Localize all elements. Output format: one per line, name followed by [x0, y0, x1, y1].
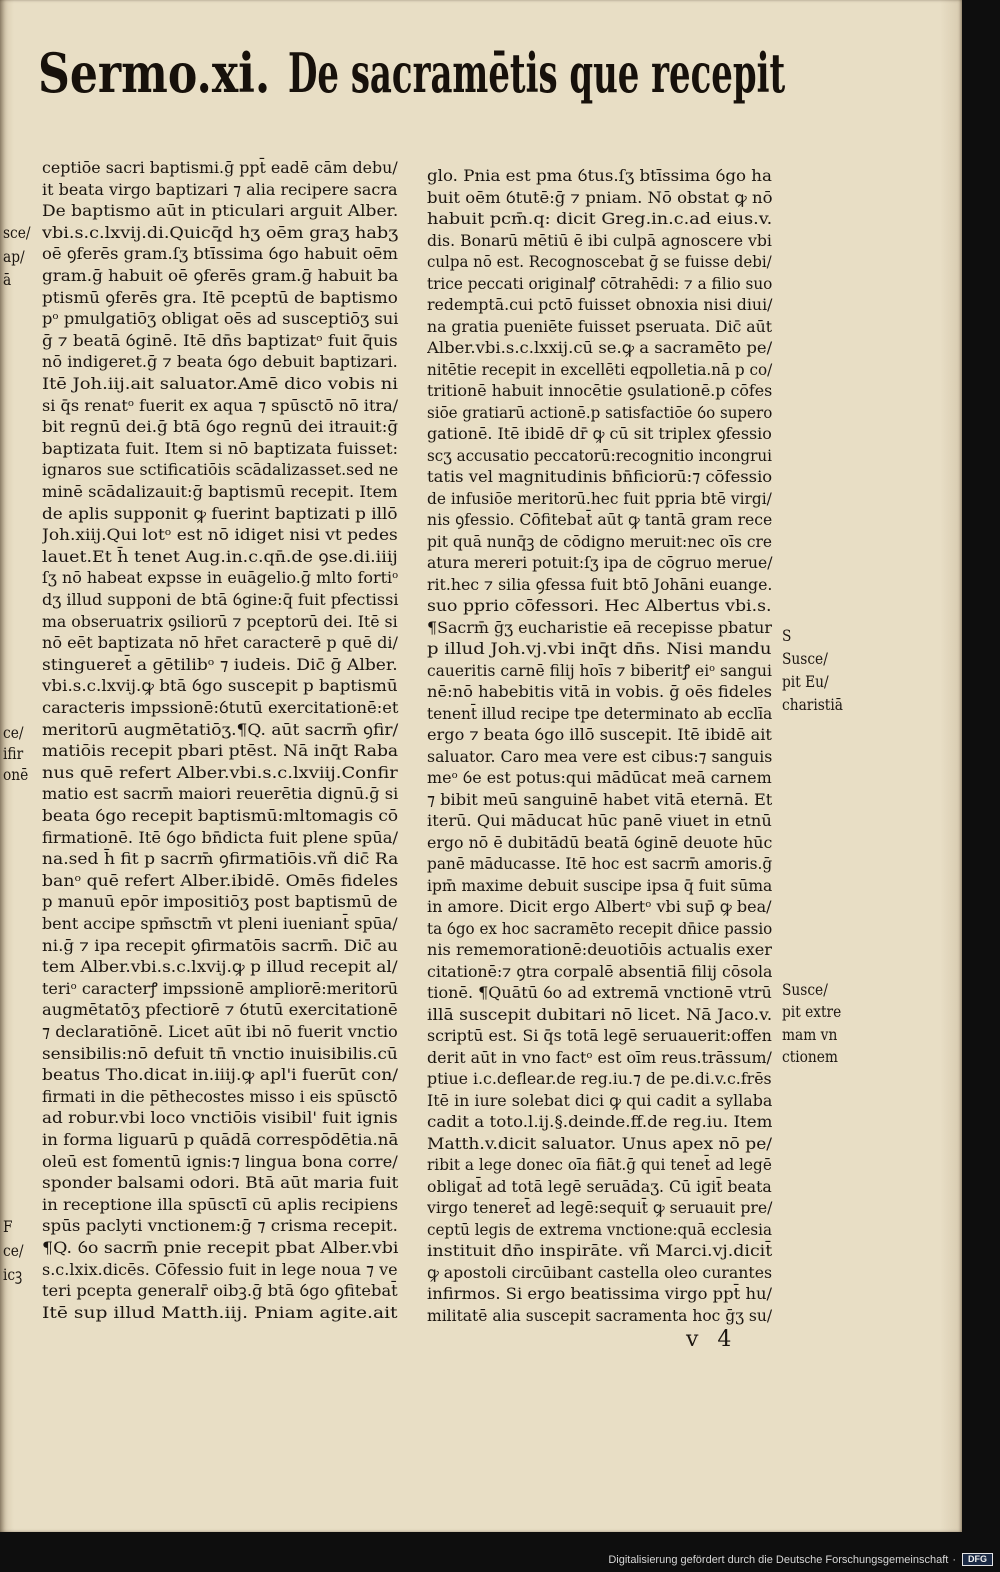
- margin-note-line: S: [782, 626, 792, 645]
- text-line: caueritis carnē filij hoīs ⁊ biberitꝭ eiᵒ sangui: [427, 660, 772, 680]
- margin-note-line: ctionem: [782, 1046, 838, 1066]
- text-line: ꝙ apostoli circūibant castella oleo curantes: [427, 1262, 773, 1282]
- text-line: caracteris impssionē:ỽtutū exercitationē:et: [42, 698, 399, 717]
- text-line: Itē Joh.iij.ait saluator.Amē dico vobis ni: [42, 374, 399, 393]
- text-line: sponder balsami odori. Btā aūt maria fuit: [42, 1173, 399, 1193]
- funding-text: Digitalisierung gefördert durch die Deutsche Forschungsgemeinschaft: [608, 1554, 949, 1566]
- text-line: it beata virgo baptizari ⁊ alia recipere sacra: [42, 179, 398, 199]
- text-line: sensibilis:nō defuit tn̄ vnctio inuisibilis.cū: [42, 1043, 398, 1063]
- text-line: augmētatōʒ pfectiorē ⁊ ỽtutū exercitationē: [42, 1000, 398, 1020]
- text-line: baptizata fuit. Item si nō baptizata fuisset:: [42, 438, 399, 458]
- text-line: cadit a toto.l.ij.§.deinde.ff.de reg.iu. Item: [427, 1112, 773, 1131]
- dfg-logo: DFG: [962, 1553, 993, 1566]
- margin-note-line: charistiā: [782, 695, 843, 714]
- text-line: ipm̄ maxime debuit suscipe ipsa q̄ fuit sūma: [427, 875, 773, 895]
- text-line: culpa nō est. Recognoscebat ḡ se fuisse debi/: [427, 252, 772, 271]
- text-line: vbi.s.c.lxvij.di.Quicq̄d hʒ oēm graʒ habʒ: [42, 222, 399, 242]
- text-line: ceptiōe sacri baptismi.ḡ ppt̄ eadē cām debu/: [42, 158, 398, 177]
- text-line: spūs paclyti vnctionem:ḡ ⁊ crisma recepit.: [42, 1216, 398, 1236]
- text-line: ma obseruatrix ꝯsiliorū ⁊ pceptorū dei. Itē si: [42, 611, 398, 631]
- text-line: firmati in die pēthecostes misso i eis spūsctō: [42, 1086, 398, 1106]
- margin-note-fragment-line: F: [3, 1217, 13, 1236]
- text-line: p illud Joh.vj.vbi inq̄t dn̄s. Nisi mandu: [427, 639, 772, 658]
- text-line: vbi.s.c.lxvij.ꝙ btā ỽgo suscepit p baptismū: [42, 676, 398, 696]
- text-line: in amore. Dicit ergo Albertᵒ vbi sup̄ ꝙ bea/: [427, 897, 772, 916]
- text-line: ergo ⁊ beata ỽgo illō suscepit. Itē ibidē ait: [427, 725, 772, 744]
- text-line: beata ỽgo recepit baptismū:mltomagis cō: [42, 806, 399, 825]
- text-line: atura mereri potuit:ſʒ ipa de cōgruo merue/: [427, 553, 773, 572]
- text-line: de aplis supponit ꝙ fuerint baptizati p illō: [42, 503, 398, 523]
- text-line: oleū est fomentū ignis:⁊ lingua bona corre/: [42, 1151, 398, 1171]
- text-line: minē scādalizauit:ḡ baptismū recepit. Item: [42, 482, 398, 501]
- text-line: gram.ḡ habuit oē ꝯferēs gram.ḡ habuit ba: [42, 266, 399, 285]
- text-line: stingueret̄ a gētilibᵒ ⁊ iudeis. Dic̄ ḡ Alber.: [42, 654, 398, 674]
- text-line: ribit a lege donec oīa fiāt.ḡ qui tenet̄ ad legē: [427, 1155, 772, 1174]
- text-line: suo pprio cōfessori. Hec Albertus vbi.s.: [427, 596, 772, 615]
- text-line: ta ỽgo ex hoc sacramēto recepit dn̄ice passio: [427, 918, 773, 938]
- text-line: gationē. Itē ibidē dr̄ ꝙ cū sit triplex ꝯfessio: [427, 424, 772, 443]
- footer-separator: ·: [952, 1554, 956, 1566]
- text-line: redemptā.cui pctō fuisset obnoxia nisi diui/: [427, 295, 773, 314]
- text-line: beatus Tho.dicat in.iiij.ꝙ apl'i fuerūt con/: [42, 1065, 399, 1085]
- text-column-left: [42, 157, 400, 1327]
- text-line: matio est sacrm̄ maiori reuerētia dignū.ḡ si: [42, 784, 399, 804]
- margin-note-fragment-line: ce/: [3, 723, 24, 742]
- text-line: nis ꝯfessio. Cōfitebat̄ aūt ꝙ tantā gram rece: [427, 510, 773, 529]
- text-line: instituit dn̄o inspirāte. vñ Marci.vj.dicit̄: [427, 1241, 773, 1260]
- text-line: na.sed h̄ fit p sacrm̄ ꝯfirmatiōis.vñ dic̄ Ra: [42, 849, 399, 869]
- text-line: Itē sup illud Matth.iij. Pniam agite.ait: [42, 1302, 398, 1322]
- text-line: Joh.xiij.Qui lotᵒ est nō idiget nisi vt pedes: [42, 525, 398, 545]
- text-line: de infusiōe meritorū.hec fuit ppria btē virgi/: [427, 488, 772, 508]
- text-line: si q̄s renatᵒ fuerit ex aqua ⁊ spūsctō nō itra/: [42, 395, 399, 415]
- margin-note-fragment-line: ap/: [3, 246, 25, 266]
- text-line: De baptismo aūt in pticulari arguit Alber.: [42, 201, 399, 221]
- text-line: tionē. ¶Quātū ỽo ad extremā vnctionē vtrū: [427, 983, 772, 1002]
- text-line: ad robur.vbi loco vnctiōis visibil' fuit ignis: [42, 1108, 398, 1128]
- text-line: ignaros sue sctificatiōis scādalizasset.sed ne: [42, 460, 399, 480]
- text-line: obligat̄ ad totā legē seruādaʒ. Cū igit̄ beata: [427, 1176, 772, 1196]
- text-line: trice peccati originalꝭ cōtrahēdi: ⁊ a filio suo: [427, 273, 773, 293]
- text-line: iterū. Qui māducat hūc panē viuet in etnū: [427, 811, 772, 830]
- text-line: ptiue i.c.deflear.de reg.iu.⁊ de pe.di.v.c.frēs: [427, 1069, 772, 1088]
- text-line: tem Alber.vbi.s.c.lxvij.ꝙ p illud recepit al/: [42, 957, 398, 977]
- text-line: teri pcepta generalr̄ oibꝫ.ḡ btā ỽgo ꝯfitebat̄: [42, 1281, 398, 1301]
- sermon-title: De sacramētis que recepit: [288, 41, 786, 105]
- text-line: nē:nō habebitis vitā in vobis. ḡ oēs fideles: [427, 682, 772, 701]
- text-line: virgo teneret̄ ad legē:sequit̄ ꝙ seruauit pre/: [427, 1198, 773, 1217]
- text-line: nō indigeret.ḡ ⁊ beata ỽgo debuit baptizari.: [42, 352, 398, 372]
- text-line: lauet.Et h̄ tenet Aug.in.c.qn̄.de ꝯse.di.iiij: [42, 546, 398, 566]
- text-line: ceptū legis de extrema vnctione:quā ecclesia: [427, 1219, 773, 1239]
- text-line: ḡ ⁊ beatā ỽginē. Itē dn̄s baptizatᵒ fuit q̄uis: [42, 330, 398, 350]
- text-line: ¶Sacrm̄ ḡʒ eucharistie eā recepisse pbatur: [427, 617, 772, 637]
- text-line: tritionē habuit innocētie ꝯsulationē.p cōfes: [427, 381, 773, 400]
- text-line: ni.ḡ ⁊ ipa recepit ꝯfirmatōis sacrm̄. Dic̄ au: [42, 935, 398, 955]
- text-line: nis rememorationē:deuotiōis actualis exer: [427, 940, 772, 959]
- text-line: ptismū ꝯferēs gra. Itē pceptū de baptismo: [42, 287, 398, 307]
- text-line: scriptū est. Si q̄s totā legē seruauerit:offen: [427, 1026, 772, 1045]
- text-line: pit quā nunq̄ꝫ de cōdigno meruit:nec oīs cre: [427, 531, 772, 551]
- text-line: firmationē. Itē ỽgo bn̄dicta fuit plene spūa/: [42, 827, 399, 847]
- sermon-number: Sermo.xi.: [38, 41, 271, 105]
- margin-note-fragment-line: onē: [3, 765, 29, 784]
- text-line: bit regnū dei.ḡ btā ỽgo regnū dei itrauit:ḡ: [42, 417, 399, 437]
- text-line: Alber.vbi.s.c.lxxij.cū se.ꝙ a sacramēto pe/: [427, 338, 773, 357]
- text-line: nus quē refert Alber.vbi.s.c.lxviij.Confir: [42, 762, 398, 782]
- text-line: ¶Q. ỽo sacrm̄ pnie recepit pbat Alber.vbi: [42, 1238, 399, 1257]
- text-line: rit.hec ⁊ silia ꝯfessa fuit btō Johāni euange.: [427, 574, 773, 594]
- text-line: pᵒ pmulgatiōʒ obligat oēs ad susceptiōʒ sui: [42, 309, 399, 329]
- signature-mark: v 4: [686, 1327, 738, 1352]
- text-line: habuit pcm̄.q: dicit Greg.in.c.ad eius.v.: [427, 209, 773, 228]
- text-line: glo. Pnia est pma ỽtus.ſʒ btīssima ỽgo ha: [427, 166, 772, 185]
- text-line: illā suscepit dubitari nō licet. Nā Jaco.v.: [427, 1004, 773, 1024]
- margin-note-fragment-line: ce/: [3, 1241, 24, 1260]
- text-line: na gratia pueniēte fuisset pseruata. Dic̄ aūt: [427, 316, 772, 336]
- text-line: scʒ accusatio peccatorū:recognitio incongrui: [427, 445, 772, 465]
- funding-notice: [604, 1552, 956, 1568]
- text-line: Matth.v.dicit saluator. Unus apex nō pe/: [427, 1133, 773, 1153]
- margin-note-fragment-line: ifir: [3, 744, 24, 763]
- margin-note-line: pit extre: [782, 1002, 842, 1022]
- text-line: bent accipe spm̄sctm̄ vt pleni iueniant̄ spūa/: [42, 914, 398, 933]
- text-line: dʒ illud supponi de btā ỽgine:q̄ fuit pfectissi: [42, 590, 399, 609]
- margin-note-line: Susce/: [782, 980, 828, 999]
- margin-note-fragment-line: ā: [3, 270, 12, 289]
- text-line: ⁊ declaratiōnē. Licet aūt ibi nō fuerit vnctio: [42, 1022, 398, 1041]
- text-line: ſʒ nō habeat expsse in euāgelio.ḡ mlto fortiᵒ: [42, 568, 399, 588]
- text-line: buit oēm ỽtutē:ḡ ⁊ pniam. Nō obstat ꝙ nō: [427, 187, 773, 207]
- text-line: citationē:⁊ ꝯtra corpalē absentiā filij cōsola: [427, 961, 773, 981]
- margin-note-line: Susce/: [782, 649, 828, 668]
- text-line: Itē in iure solebat dici ꝙ qui cadit a syllaba: [427, 1090, 773, 1110]
- text-line: matiōis recepit pbari ptēst. Nā inq̄t Raba: [42, 741, 399, 761]
- margin-note-line: mam vn: [782, 1024, 838, 1044]
- text-line: ergo nō ē dubitādū beatā ỽginē deuote hūc: [427, 832, 773, 852]
- text-line: derit aūt in vno factᵒ est oīm reus.trāssum/: [427, 1047, 772, 1067]
- text-line: tatis vel magnitudinis bn̄ficiorū:⁊ cōfessio: [427, 467, 773, 486]
- text-line: meritorū augmētatiōʒ.¶Q. aūt sacrm̄ ꝯfir/: [42, 719, 399, 739]
- text-line: nitētie recepit in excellēti eqpolletia.nā p co/: [427, 359, 773, 379]
- margin-note-fragment-line: sce/: [3, 223, 31, 242]
- text-line: panē māducasse. Itē hoc est sacrm̄ amoris.ḡ: [427, 854, 773, 873]
- text-line: infirmos. Si ergo beatissima virgo ppt̄ hu/: [427, 1284, 773, 1303]
- text-line: militatē alia suscepit sacramenta hoc ḡʒ su/: [427, 1305, 773, 1325]
- text-line: in receptione illa spūsctī cū aplis recipiens: [42, 1194, 399, 1214]
- margin-note-fragment-line: icꝫ: [3, 1265, 23, 1284]
- text-line: s.c.lxix.dicēs. Cōfessio fuit in lege noua ⁊ ve: [42, 1259, 398, 1279]
- text-line: siōe gratiarū actionē.p satisfactiōe ỽo supero: [427, 402, 773, 422]
- text-line: saluator. Caro mea vere est cibus:⁊ sanguis: [427, 746, 773, 766]
- text-line: nō eēt baptizata nō hr̄et caracterē p quē di/: [42, 633, 398, 653]
- text-line: in forma liguarū p quādā correspōdētia.nā: [42, 1130, 399, 1149]
- text-column-right: [427, 165, 774, 1335]
- text-line: dis. Bonarū mētiū ē ibi culpā agnoscere vbi: [427, 230, 772, 250]
- text-line: p manuū epōr impositiōʒ post baptismū de: [42, 892, 398, 912]
- text-line: meᵒ ỽe est potus:qui mādūcat meā carnem: [427, 768, 772, 787]
- text-line: ⁊ bibit meū sanguinē habet vitā eternā. Et: [427, 789, 773, 809]
- text-line: tenent̄ illud recipe tpe determinato ab ecclīa: [427, 703, 773, 723]
- text-line: oē ꝯferēs gram.ſʒ btīssima ỽgo habuit oēm: [42, 244, 398, 264]
- text-line: banᵒ quē refert Alber.ibidē. Omēs fideles: [42, 870, 399, 890]
- margin-note-line: pit Eu/: [782, 672, 829, 691]
- text-line: teriᵒ caracterꝭ impssionē ampliorē:meritorū: [42, 978, 399, 998]
